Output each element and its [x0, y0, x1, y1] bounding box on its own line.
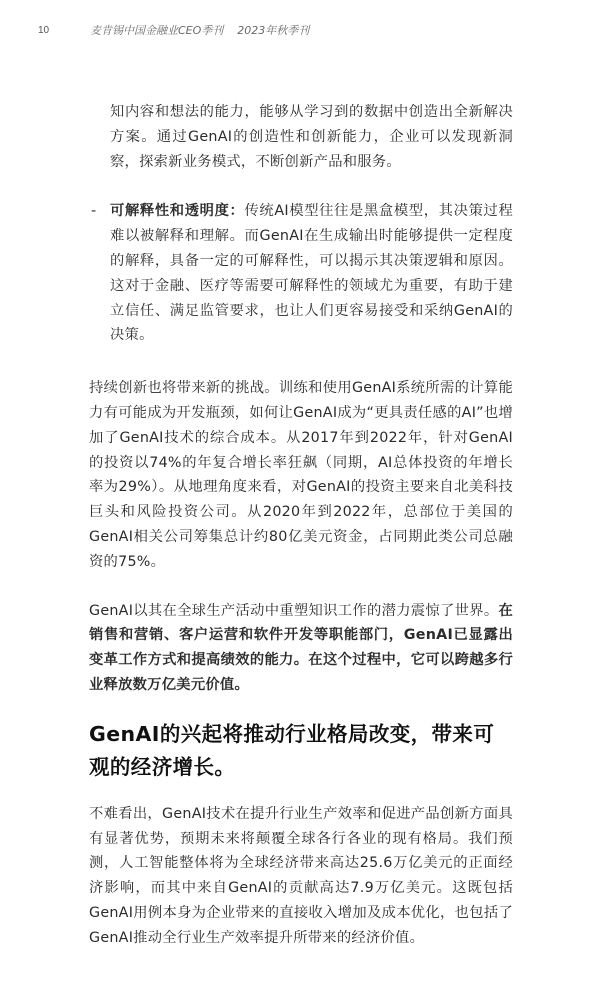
- page-header: [38, 22, 562, 38]
- paragraph-potential-bold: 在销售和营销、客户运营和软件开发等职能部门，GenAI已显露出变革工作方式和提高绩效的能力。在这个过程中，它可以跨越多行业释放数万亿美元价值。: [89, 602, 513, 693]
- bullet-marker: -: [91, 203, 97, 220]
- paragraph-potential-normal: GenAI以其在全球生产活动中重塑知识工作的潜力震惊了世界。: [89, 602, 499, 619]
- publication-issue: 2023年秋季刊: [237, 24, 310, 37]
- paragraph-potential: [89, 599, 513, 698]
- bullet-item-explainability: [89, 199, 513, 348]
- paragraph-economic-impact: 不难看出，GenAI技术在提升行业生产效率和促进产品创新方面具有显著优势，预期未来将颠覆全球各行各业的现有格局。我们预测，人工智能整体将为全球经济带来高达25.6万亿美元的正面经济影响，而其中来自GenAI的贡献高达7.9万亿美元。这既包括GenAI用例本身为企业带来的直接收入增加及成本优化，也包括了GenAI推动全行业生产效率提升所带来的经济价值。: [89, 805, 513, 946]
- publication-title: 麦肯锡中国金融业CEO季刊: [90, 24, 224, 37]
- bullet-title: 可解释性和透明度：: [110, 203, 245, 220]
- bullet-text: 传统AI模型往往是黑盒模型，其决策过程难以被解释和理解。而GenAI在生成输出时能够提供一定程度的解释，具备一定的可解释性，可以揭示其决策逻辑和原因。这对于金融、医疗等需要可解释性的领域尤为重要，有助于建立信任、满足监管要求，也让人们更容易接受和采纳GenAI的决策。: [110, 203, 513, 344]
- continued-paragraph: 知内容和想法的能力，能够从学习到的数据中创造出全新解决方案。通过GenAI的创造性和创新能力，企业可以发现新洞察，探索新业务模式，不断创新产品和服务。: [110, 104, 513, 170]
- page-number: 10: [38, 24, 50, 36]
- paragraph-challenges: 持续创新也将带来新的挑战。训练和使用GenAI系统所需的计算能力有可能成为开发瓶颈，如何让GenAI成为“更具责任感的AI”也增加了GenAI技术的综合成本。从2017年到2022年，针对GenAI的投资以74%的年复合增长率狂飙（同期，AI总体投资的年增长率为29%）。从地理角度来看，对GenAI的投资主要来自北美科技巨头和风险投资公司。从2020年到2022年，总部位于美国的GenAI相关公司筹集总计约80亿美元资金，占同期此类公司总融资的75%。: [89, 380, 513, 570]
- section-heading: GenAI的兴起将推动行业格局改变，带来可观的经济增长。: [89, 721, 495, 779]
- article-body: [89, 100, 513, 951]
